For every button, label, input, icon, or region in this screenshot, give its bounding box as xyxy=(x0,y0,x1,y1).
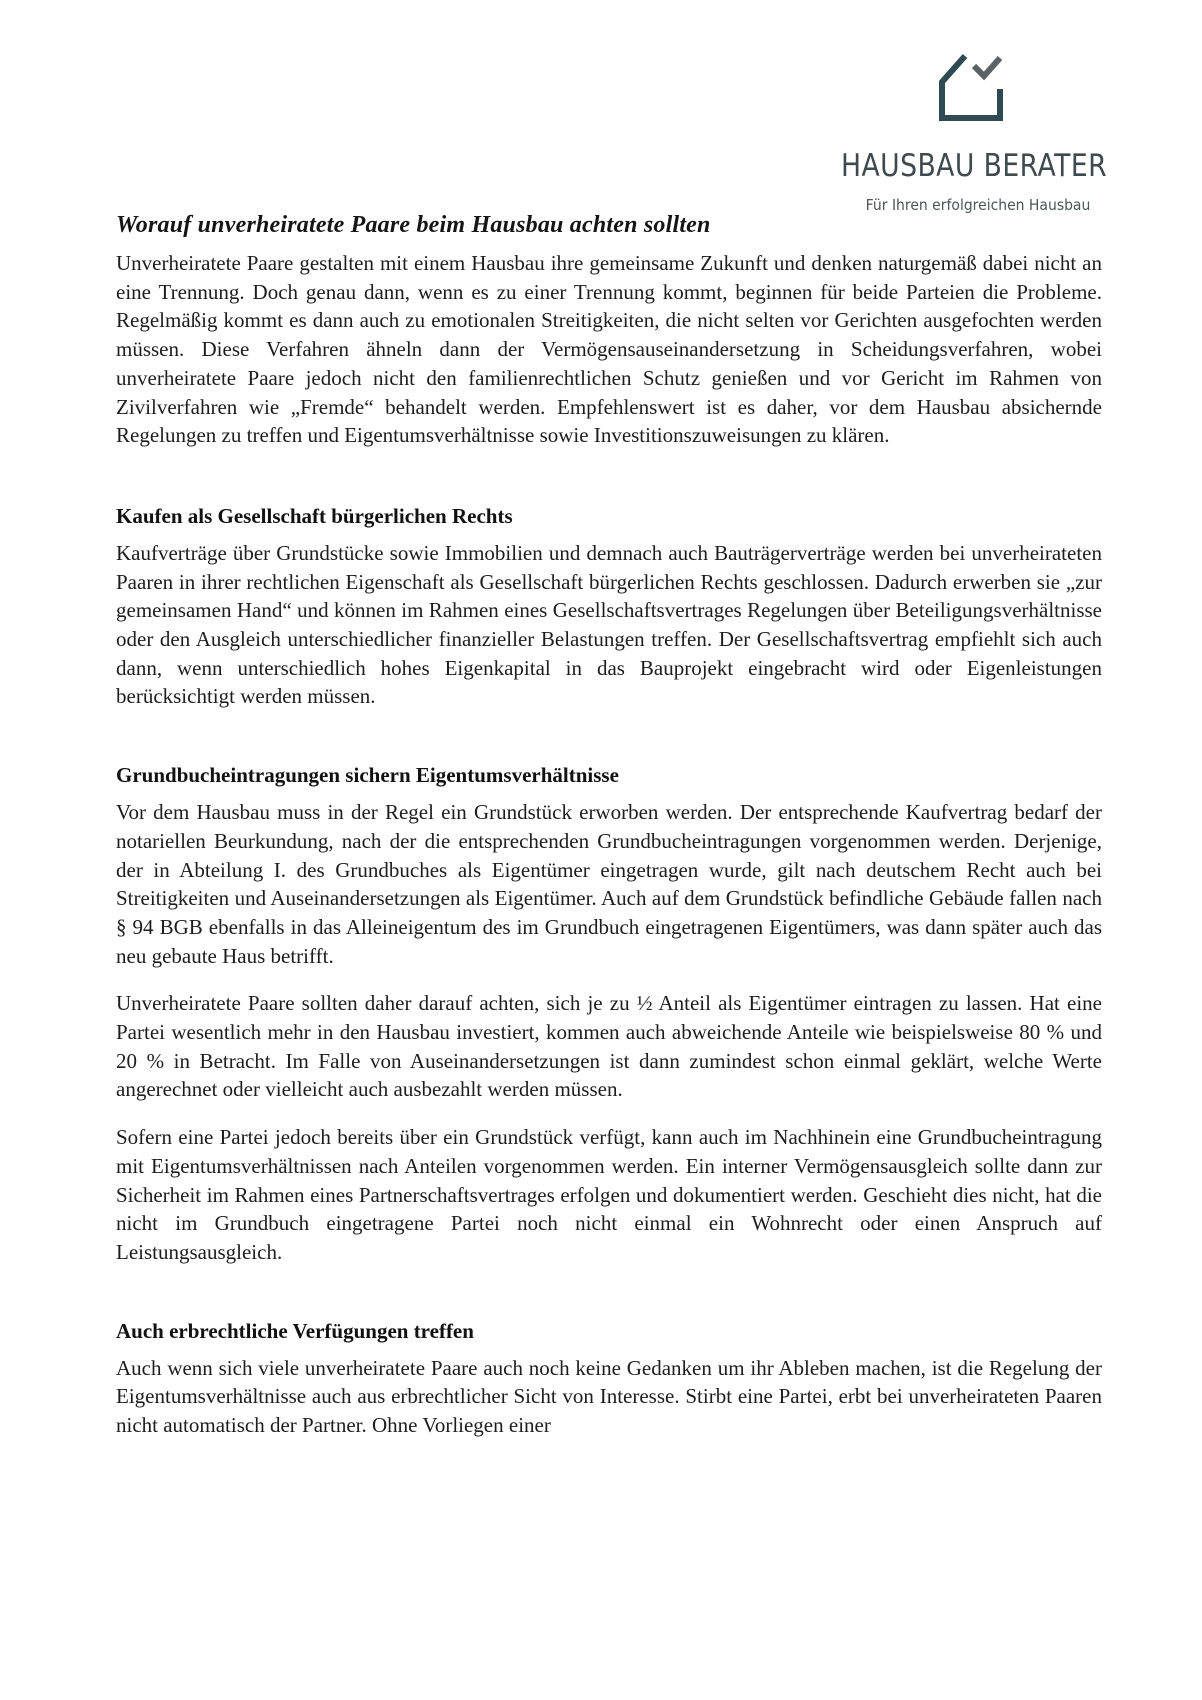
section-paragraph: Auch wenn sich viele unverheiratete Paare auch noch keine Gedanken um ihr Ableben machen, ist die Regelung der Eigentumsverhältnisse auch aus erbrechtlicher Sicht von Interesse. Stirbt eine Partei, erbt bei unverheirateten Paaren nicht automatisch der Partner. Ohne Vorliegen einer xyxy=(116,1355,1102,1438)
document-title: Worauf unverheiratete Paare beim Hausbau achten sollten xyxy=(116,212,711,238)
logo-title: HAUSBAU BERATER xyxy=(841,148,1108,184)
document-body xyxy=(116,212,1102,1440)
section-paragraph: Vor dem Hausbau muss in der Regel ein Grundstück erworben werden. Der entsprechende Kaufvertrag bedarf der notariellen Beurkundung, nach der die entsprechenden Grundbucheintragungen vorgenommen werden. Derjenige, der in Abteilung I. des Grundbuches als Eigentümer eingetragen wurde, gilt nach deutschem Recht auch bei Streitigkeiten und Auseinandersetzungen als Eigentümer. Auch auf dem Grundstück befindliche Gebäude fallen nach § 94 BGB ebenfalls in das Alleineigentum des im Grundbuch eingetragenen Eigentümers, was dann später auch das neu gebaute Haus betrifft. xyxy=(116,800,1102,968)
intro-paragraph: Unverheiratete Paare gestalten mit einem Hausbau ihre gemeinsame Zukunft und denken naturgemäß dabei nicht an eine Trennung. Doch genau dann, wenn es zu einer Trennung kommt, beginnen für beide Parteien die Probleme. Regelmäßig kommt es dann auch zu emotionalen Streitigkeiten, die nicht selten vor Gerichten ausgefochten werden müssen. Diese Verfahren ähneln dann der Vermögensauseinandersetzung in Scheidungsverfahren, wobei unverheiratete Paare jedoch nicht den familienrechtlichen Schutz genießen und vor Gericht im Rahmen von Zivilverfahren wie „Fremde“ behandelt werden. Empfehlenswert ist es daher, vor dem Hausbau absichernde Regelungen zu treffen und Eigentumsverhältnisse sowie Investitionszuweisungen zu klären. xyxy=(116,251,1102,448)
section-paragraph: Kaufverträge über Grundstücke sowie Immobilien und demnach auch Bauträgerverträge werden bei unverheirateten Paaren in ihrer rechtlichen Eigenschaft als Gesellschaft bürgerlichen Rechts geschlossen. Dadurch erwerben sie „zur gemeinsamen Hand“ und können im Rahmen eines Gesellschaftsvertrages Regelungen über Beteiligungsverhältnisse oder den Ausgleich unterschiedlicher finanzieller Belastungen treffen. Der Gesellschaftsvertrag empfiehlt sich auch dann, wenn unterschiedlich hohes Eigenkapital in das Bauprojekt eingebracht wird oder Eigenleistungen berücksichtigt werden müssen. xyxy=(116,540,1102,709)
section-grundbuch xyxy=(116,763,1102,1267)
house-check-icon xyxy=(932,44,1022,134)
logo-tagline: Für Ihren erfolgreichen Hausbau xyxy=(865,196,1091,214)
section-heading: Grundbucheintragungen sichern Eigentumsverhältnisse xyxy=(116,763,619,788)
section-paragraph: Sofern eine Partei jedoch bereits über ein Grundstück verfügt, kann auch im Nachhinein eine Grundbucheintragung mit Eigentumsverhältnissen nach Anteilen vorgenommen werden. Ein interner Vermögensausgleich sollte dann zur Sicherheit im Rahmen eines Partnerschaftsvertrages erfolgen und dokumentiert werden. Geschieht dies nicht, hat die nicht im Grundbuch eingetragene Partei noch nicht einmal ein Wohnrecht oder einen Anspruch auf Leistungsausgleich. xyxy=(116,1125,1102,1264)
section-paragraph: Unverheiratete Paare sollten daher darauf achten, sich je zu ½ Anteil als Eigentümer eintragen zu lassen. Hat eine Partei wesentlich mehr in den Hausbau investiert, kommen auch abweichende Anteile wie beispielsweise 80 % und 20 % in Betracht. Im Falle von Auseinandersetzungen ist dann zumindest schon einmal geklärt, welche Werte angerechnet oder vielleicht auch ausbezahlt werden müssen. xyxy=(116,991,1102,1102)
company-logo xyxy=(820,20,1120,214)
section-gbr xyxy=(116,504,1102,711)
section-heading: Kaufen als Gesellschaft bürgerlichen Rechts xyxy=(116,503,513,528)
section-erbrecht xyxy=(116,1319,1102,1440)
section-heading: Auch erbrechtliche Verfügungen treffen xyxy=(116,1318,474,1343)
